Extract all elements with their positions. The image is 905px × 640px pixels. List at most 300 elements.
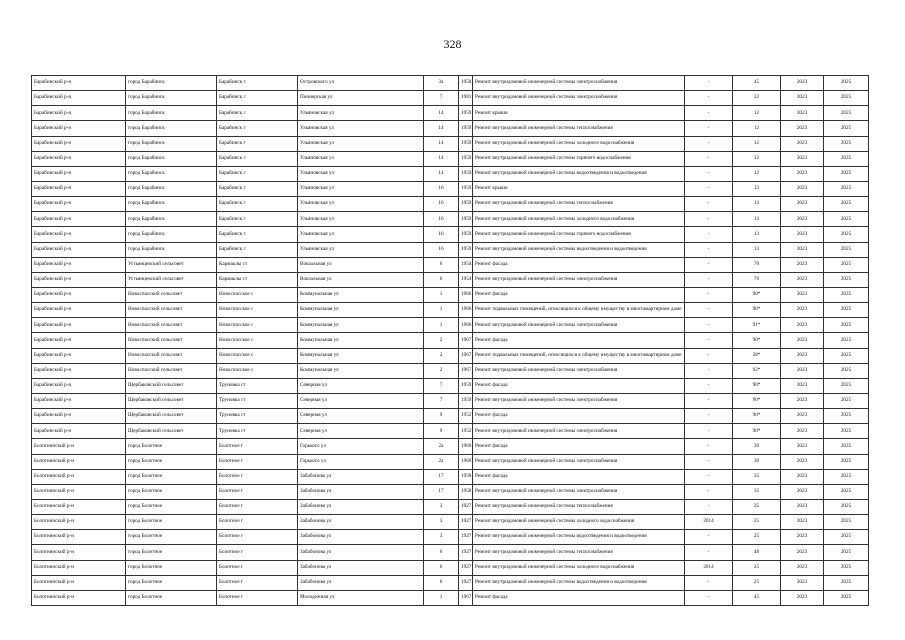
district-cell: Барабинский р-н [32,76,126,91]
house-number-cell: 2а [424,454,459,469]
street-cell: Ульяновская ул [298,181,424,196]
unit-count-cell: 13 [733,227,781,242]
prev-repair-year-cell: - [685,424,733,439]
street-cell: Ульяновская ул [298,227,424,242]
unit-count-cell: 25 [733,515,781,530]
end-year-cell: 2025 [824,530,869,545]
repair-type-cell: Ремонт внутридомовой инженерной системы теплоснабжения [473,121,685,136]
prev-repair-year-cell: - [685,545,733,560]
district-cell: Болотнинский р-н [32,454,126,469]
unit-count-cell: 90* [733,378,781,393]
start-year-cell: 2023 [781,560,824,575]
start-year-cell: 2023 [781,363,824,378]
table-row [32,378,869,393]
start-year-cell: 2023 [781,439,824,454]
house-number-cell: 7 [424,91,459,106]
district-cell: Барабинский р-н [32,136,126,151]
table-row [32,212,869,227]
municipality-cell: город Барабинск [126,181,217,196]
settlement-cell: Кармаклы ст [217,272,298,287]
unit-count-cell: 90* [733,333,781,348]
district-cell: Барабинский р-н [32,257,126,272]
end-year-cell: 2025 [824,287,869,302]
table-row [32,515,869,530]
house-number-cell: 3 [424,515,459,530]
municipality-cell: город Болотное [126,469,217,484]
table-row [32,106,869,121]
street-cell: Забабонова ул [298,469,424,484]
district-cell: Болотнинский р-н [32,439,126,454]
house-number-cell: 16 [424,242,459,257]
prev-repair-year-cell: - [685,166,733,181]
prev-repair-year-cell: - [685,151,733,166]
unit-count-cell: 70 [733,257,781,272]
start-year-cell: 2023 [781,212,824,227]
district-cell: Болотнинский р-н [32,530,126,545]
page-number: 328 [443,37,462,51]
end-year-cell: 2025 [824,91,869,106]
street-cell: Коммунальная ул [298,287,424,302]
repair-type-cell: Ремонт фасада [473,333,685,348]
house-number-cell: 2а [424,439,459,454]
municipality-cell: город Барабинск [126,91,217,106]
end-year-cell: 2025 [824,106,869,121]
unit-count-cell: 90* [733,424,781,439]
end-year-cell: 2025 [824,545,869,560]
settlement-cell: Болотное г [217,469,298,484]
street-cell: Коммунальная ул [298,303,424,318]
build-year-cell: 1952 [459,424,473,439]
street-cell: Ульяновская ул [298,212,424,227]
prev-repair-year-cell: - [685,303,733,318]
municipality-cell: город Барабинск [126,76,217,91]
prev-repair-year-cell: - [685,91,733,106]
start-year-cell: 2023 [781,484,824,499]
unit-count-cell: 25 [733,530,781,545]
build-year-cell: 1927 [459,560,473,575]
municipality-cell: Устьянцевский сельсовет [126,272,217,287]
district-cell: Барабинский р-н [32,272,126,287]
end-year-cell: 2025 [824,166,869,181]
unit-count-cell: 91* [733,318,781,333]
start-year-cell: 2023 [781,515,824,530]
table-row [32,76,869,91]
table-row [32,560,869,575]
street-cell: Коммунальная ул [298,348,424,363]
district-cell: Барабинский р-н [32,348,126,363]
unit-count-cell: 28* [733,348,781,363]
prev-repair-year-cell: 2014 [685,515,733,530]
start-year-cell: 2023 [781,318,824,333]
end-year-cell: 2025 [824,575,869,590]
build-year-cell: 1959 [459,242,473,257]
district-cell: Болотнинский р-н [32,560,126,575]
table-row [32,166,869,181]
build-year-cell: 1966 [459,303,473,318]
unit-count-cell: 12 [733,121,781,136]
settlement-cell: Барабинск г [217,181,298,196]
street-cell: Вокзальная ул [298,272,424,287]
district-cell: Барабинский р-н [32,106,126,121]
house-number-cell: 3 [424,499,459,514]
municipality-cell: город Барабинск [126,227,217,242]
street-cell: Забабонова ул [298,545,424,560]
end-year-cell: 2025 [824,348,869,363]
end-year-cell: 2025 [824,484,869,499]
unit-count-cell: 90* [733,303,781,318]
end-year-cell: 2025 [824,409,869,424]
unit-count-cell: 12 [733,136,781,151]
municipality-cell: Новоспасский сельсовет [126,318,217,333]
prev-repair-year-cell: - [685,484,733,499]
build-year-cell: 1967 [459,590,473,605]
prev-repair-year-cell: 2014 [685,560,733,575]
table-row [32,151,869,166]
end-year-cell: 2025 [824,454,869,469]
build-year-cell: 1959 [459,121,473,136]
prev-repair-year-cell: - [685,348,733,363]
table-row [32,424,869,439]
prev-repair-year-cell: - [685,257,733,272]
build-year-cell: 1959 [459,212,473,227]
build-year-cell: 1959 [459,378,473,393]
start-year-cell: 2023 [781,287,824,302]
start-year-cell: 2023 [781,424,824,439]
district-cell: Барабинский р-н [32,197,126,212]
house-number-cell: 2 [424,348,459,363]
municipality-cell: город Болотное [126,515,217,530]
house-number-cell: 3а [424,76,459,91]
house-number-cell: 6 [424,272,459,287]
settlement-cell: Барабинск г [217,166,298,181]
table-row [32,348,869,363]
start-year-cell: 2023 [781,197,824,212]
street-cell: Горького ул [298,454,424,469]
settlement-cell: Болотное г [217,575,298,590]
unit-count-cell: 12 [733,151,781,166]
district-cell: Барабинский р-н [32,227,126,242]
table-row [32,545,869,560]
settlement-cell: Барабинск г [217,151,298,166]
repair-type-cell: Ремонт фасада [473,287,685,302]
end-year-cell: 2025 [824,197,869,212]
build-year-cell: 1952 [459,409,473,424]
street-cell: Ульяновская ул [298,166,424,181]
unit-count-cell: 90* [733,287,781,302]
municipality-cell: город Барабинск [126,121,217,136]
end-year-cell: 2025 [824,121,869,136]
prev-repair-year-cell: - [685,197,733,212]
table-row [32,242,869,257]
municipality-cell: город Болотное [126,560,217,575]
district-cell: Барабинский р-н [32,393,126,408]
prev-repair-year-cell: - [685,181,733,196]
unit-count-cell: 25 [733,575,781,590]
repair-type-cell: Ремонт фасада [473,590,685,605]
end-year-cell: 2025 [824,424,869,439]
repair-type-cell: Ремонт внутридомовой инженерной системы электроснабжения [473,318,685,333]
unit-count-cell: 13 [733,212,781,227]
start-year-cell: 2023 [781,76,824,91]
build-year-cell: 1954 [459,272,473,287]
start-year-cell: 2023 [781,106,824,121]
street-cell: Ульяновская ул [298,151,424,166]
start-year-cell: 2023 [781,121,824,136]
table-row [32,590,869,605]
unit-count-cell: 12 [733,166,781,181]
district-cell: Барабинский р-н [32,242,126,257]
end-year-cell: 2025 [824,499,869,514]
prev-repair-year-cell: - [685,318,733,333]
repair-registry-table [31,75,869,606]
district-cell: Барабинский р-н [32,91,126,106]
district-cell: Барабинский р-н [32,318,126,333]
prev-repair-year-cell: - [685,287,733,302]
end-year-cell: 2025 [824,272,869,287]
start-year-cell: 2023 [781,378,824,393]
repair-type-cell: Ремонт внутридомовой инженерной системы электроснабжения [473,91,685,106]
house-number-cell: 14 [424,166,459,181]
table-row [32,197,869,212]
street-cell: Ульяновская ул [298,106,424,121]
municipality-cell: город Болотное [126,439,217,454]
unit-count-cell: 45 [733,590,781,605]
end-year-cell: 2025 [824,393,869,408]
repair-type-cell: Ремонт внутридомовой инженерной системы водоотведения и водоотведения [473,166,685,181]
street-cell: Северная ул [298,378,424,393]
settlement-cell: Барабинск г [217,121,298,136]
street-cell: Коммунальная ул [298,363,424,378]
house-number-cell: 2 [424,363,459,378]
unit-count-cell: 12 [733,106,781,121]
street-cell: Забабонова ул [298,484,424,499]
street-cell: Горького ул [298,439,424,454]
unit-count-cell: 35 [733,484,781,499]
district-cell: Болотнинский р-н [32,484,126,499]
repair-type-cell: Ремонт внутридомовой инженерной системы электроснабжения [473,484,685,499]
street-cell: Пионерская ул [298,91,424,106]
end-year-cell: 2025 [824,439,869,454]
unit-count-cell: 13 [733,197,781,212]
house-number-cell: 14 [424,106,459,121]
repair-type-cell: Ремонт внутридомовой инженерной системы теплоснабжения [473,499,685,514]
unit-count-cell: 35 [733,469,781,484]
repair-type-cell: Ремонт фасада [473,439,685,454]
municipality-cell: город Болотное [126,590,217,605]
settlement-cell: Барабинск г [217,136,298,151]
municipality-cell: Новоспасский сельсовет [126,303,217,318]
district-cell: Болотнинский р-н [32,515,126,530]
start-year-cell: 2023 [781,272,824,287]
settlement-cell: Барабинск г [217,227,298,242]
district-cell: Барабинский р-н [32,212,126,227]
start-year-cell: 2023 [781,303,824,318]
municipality-cell: город Болотное [126,575,217,590]
end-year-cell: 2025 [824,303,869,318]
repair-type-cell: Ремонт внутридомовой инженерной системы водоотведения и водоотведения [473,242,685,257]
start-year-cell: 2023 [781,136,824,151]
build-year-cell: 1959 [459,136,473,151]
district-cell: Барабинский р-н [32,166,126,181]
end-year-cell: 2025 [824,378,869,393]
street-cell: Забабонова ул [298,499,424,514]
table-row [32,121,869,136]
start-year-cell: 2023 [781,242,824,257]
start-year-cell: 2023 [781,545,824,560]
house-number-cell: 6 [424,545,459,560]
table-row [32,257,869,272]
repair-type-cell: Ремонт внутридомовой инженерной системы электроснабжения [473,76,685,91]
start-year-cell: 2023 [781,575,824,590]
prev-repair-year-cell: - [685,136,733,151]
prev-repair-year-cell: - [685,575,733,590]
settlement-cell: Болотное г [217,515,298,530]
house-number-cell: 14 [424,121,459,136]
street-cell: Ульяновская ул [298,136,424,151]
settlement-cell: Болотное г [217,484,298,499]
repair-type-cell: Ремонт внутридомовой инженерной системы теплоснабжения [473,197,685,212]
start-year-cell: 2023 [781,348,824,363]
municipality-cell: Новоспасский сельсовет [126,287,217,302]
municipality-cell: Щербаковский сельсовет [126,393,217,408]
district-cell: Барабинский р-н [32,151,126,166]
start-year-cell: 2023 [781,469,824,484]
repair-type-cell: Ремонт подвальных помещений, относящихся к общему имуществу в многоквартирном доме [473,303,685,318]
repair-type-cell: Ремонт внутридомовой инженерной системы электроснабжения [473,424,685,439]
table-row [32,91,869,106]
build-year-cell: 1959 [459,227,473,242]
table-row [32,333,869,348]
prev-repair-year-cell: - [685,590,733,605]
prev-repair-year-cell: - [685,333,733,348]
municipality-cell: город Барабинск [126,197,217,212]
table-row [32,575,869,590]
start-year-cell: 2023 [781,454,824,469]
unit-count-cell: 22 [733,91,781,106]
street-cell: Коммунальная ул [298,333,424,348]
registry-body [32,76,869,606]
settlement-cell: Кармаклы ст [217,257,298,272]
street-cell: Коммунальная ул [298,318,424,333]
prev-repair-year-cell: - [685,499,733,514]
unit-count-cell: 90* [733,393,781,408]
street-cell: Северная ул [298,393,424,408]
build-year-cell: 1959 [459,166,473,181]
street-cell: Забабонова ул [298,530,424,545]
municipality-cell: город Болотное [126,545,217,560]
end-year-cell: 2025 [824,318,869,333]
build-year-cell: 1927 [459,545,473,560]
unit-count-cell: 25 [733,499,781,514]
build-year-cell: 1959 [459,197,473,212]
table-row [32,363,869,378]
settlement-cell: Болотное г [217,545,298,560]
street-cell: Ульяновская ул [298,121,424,136]
end-year-cell: 2025 [824,151,869,166]
repair-type-cell: Ремонт внутридомовой инженерной системы электроснабжения [473,454,685,469]
house-number-cell: 1 [424,303,459,318]
house-number-cell: 16 [424,181,459,196]
prev-repair-year-cell: - [685,409,733,424]
house-number-cell: 6 [424,575,459,590]
settlement-cell: Барабинск г [217,242,298,257]
unit-count-cell: 25 [733,560,781,575]
house-number-cell: 1 [424,590,459,605]
settlement-cell: Барабинск г [217,212,298,227]
settlement-cell: Труновка ст [217,409,298,424]
end-year-cell: 2025 [824,212,869,227]
settlement-cell: Труновка ст [217,424,298,439]
start-year-cell: 2023 [781,166,824,181]
unit-count-cell: 48 [733,545,781,560]
table-row [32,272,869,287]
house-number-cell: 7 [424,378,459,393]
settlement-cell: Болотное г [217,454,298,469]
end-year-cell: 2025 [824,469,869,484]
repair-type-cell: Ремонт внутридомовой инженерной системы горячего водоснабжения [473,151,685,166]
municipality-cell: город Барабинск [126,166,217,181]
table-row [32,454,869,469]
house-number-cell: 1 [424,318,459,333]
end-year-cell: 2025 [824,136,869,151]
house-number-cell: 17 [424,484,459,499]
start-year-cell: 2023 [781,393,824,408]
house-number-cell: 14 [424,151,459,166]
municipality-cell: Щербаковский сельсовет [126,409,217,424]
street-cell: Северная ул [298,409,424,424]
repair-type-cell: Ремонт внутридомовой инженерной системы холодного водоснабжения [473,136,685,151]
settlement-cell: Барабинск г [217,106,298,121]
end-year-cell: 2025 [824,363,869,378]
house-number-cell: 7 [424,393,459,408]
build-year-cell: 1959 [459,393,473,408]
repair-type-cell: Ремонт подвальных помещений, относящихся к общему имуществу в многоквартирном доме [473,348,685,363]
district-cell: Барабинский р-н [32,424,126,439]
start-year-cell: 2023 [781,91,824,106]
street-cell: Северная ул [298,424,424,439]
municipality-cell: город Болотное [126,530,217,545]
table-row [32,499,869,514]
table-row [32,409,869,424]
prev-repair-year-cell: - [685,393,733,408]
build-year-cell: 1967 [459,348,473,363]
end-year-cell: 2025 [824,590,869,605]
district-cell: Барабинский р-н [32,363,126,378]
house-number-cell: 3 [424,530,459,545]
repair-type-cell: Ремонт внутридомовой инженерной системы холодного водоснабжения [473,560,685,575]
end-year-cell: 2025 [824,76,869,91]
start-year-cell: 2023 [781,181,824,196]
unit-count-cell: 90* [733,409,781,424]
district-cell: Барабинский р-н [32,287,126,302]
prev-repair-year-cell: - [685,378,733,393]
start-year-cell: 2023 [781,257,824,272]
settlement-cell: Болотное г [217,439,298,454]
settlement-cell: Труновка ст [217,393,298,408]
start-year-cell: 2023 [781,590,824,605]
unit-count-cell: 13 [733,242,781,257]
end-year-cell: 2025 [824,333,869,348]
house-number-cell: 6 [424,257,459,272]
street-cell: Забабонова ул [298,515,424,530]
start-year-cell: 2023 [781,333,824,348]
prev-repair-year-cell: - [685,242,733,257]
repair-type-cell: Ремонт фасада [473,257,685,272]
build-year-cell: 1954 [459,257,473,272]
house-number-cell: 6 [424,560,459,575]
district-cell: Барабинский р-н [32,378,126,393]
district-cell: Болотнинский р-н [32,499,126,514]
